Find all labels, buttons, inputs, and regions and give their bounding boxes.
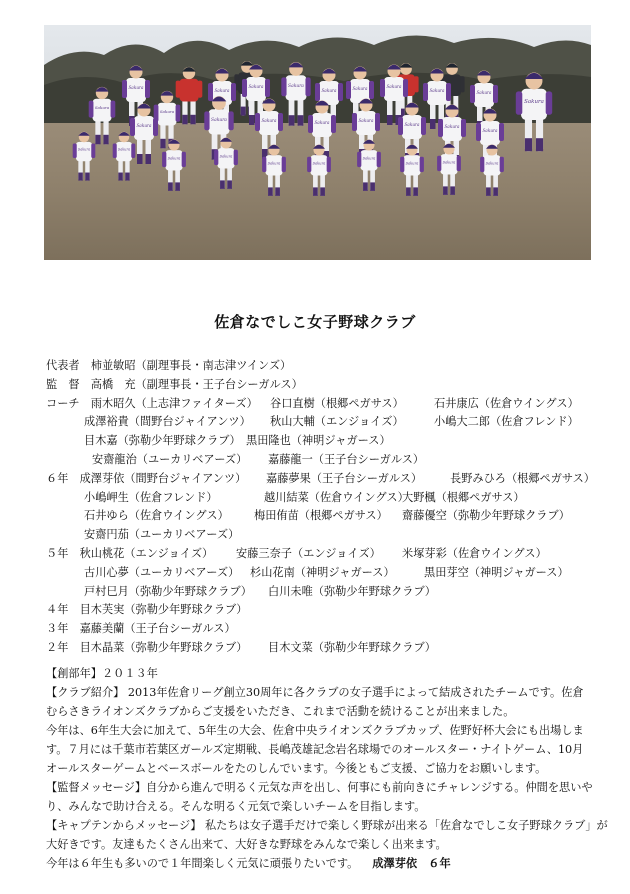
jersey-lettering: Sakura [482, 128, 498, 133]
jersey-lettering: Sakura [159, 109, 175, 115]
roster-entry: 安齋円茄（ユーカリベアーズ） [84, 528, 240, 542]
info-line [46, 854, 606, 873]
jersey-lettering: Sakura [442, 160, 456, 165]
jersey-lettering: Sakura [404, 122, 420, 127]
jersey-lettering: Sakura [358, 118, 374, 123]
info-line [46, 740, 606, 759]
roster-entry: ４年 目木芙実（弥勒少年野球クラブ） [46, 603, 248, 617]
jersey-lettering: Sakura [288, 83, 304, 89]
jersey-lettering: Sakura [117, 147, 131, 152]
info-line [46, 778, 606, 797]
roster-entry: ６年 成澤芽依（間野台ジャイアンツ） [46, 471, 247, 485]
roster-entry: 秋山大輔（エンジョイズ） [270, 415, 404, 429]
jersey-lettering: Sakura [429, 88, 445, 93]
roster-entry: 安藤三奈子（エンジョイズ） [236, 546, 381, 560]
roster-row [46, 355, 616, 374]
jersey-lettering: Sakura [362, 156, 376, 161]
info-line [46, 797, 606, 816]
jersey-lettering: Sakura [352, 86, 368, 91]
roster-entry: 越川結菜（佐倉ウイングス） [264, 490, 409, 504]
info-text: 【監督メッセージ】自分から進んで明るく元気な声を出し、何事にも前向きにチャレンジする。仲間を思いや [46, 781, 593, 794]
roster-row [46, 374, 616, 393]
info-text: 【創部年】２０１３年 [46, 667, 158, 680]
jersey-lettering: Sakura [77, 147, 91, 152]
jersey-lettering: Sakura [314, 120, 330, 125]
info-line [46, 664, 606, 683]
roster-entry: 成澤裕貴（間野台ジャイアンツ） [84, 415, 251, 429]
info-text: 今年は、6年生大会に加えて、5年生の大会、佐倉中央ライオンズクラブカップ、佐野好杯大会にも出場しま [46, 724, 584, 737]
roster-entry: 谷口直樹（根郷ペガサス） [270, 396, 404, 410]
roster-row [46, 524, 616, 543]
page-title: 佐倉なでしこ女子野球クラブ [214, 313, 416, 331]
jersey-lettering: Sakura [136, 123, 152, 128]
info-text: 【クラブ紹介】 2013年佐倉リーグ創立30周年に各クラブの女子選手によって結成されたチームです。佐倉 [46, 686, 584, 699]
info-text: 今年は６年生も多いので１年間楽しく元気に頑張りたいです。 [46, 857, 359, 870]
roster-entry: 梅田侑苗（根郷ペガサス） [254, 509, 388, 523]
info-text: 大好きです。友達もたくさん出来て、大好きな野球をみんなで楽しく出来ます。 [46, 838, 447, 851]
roster-entry: 監 督 高橋 充（副理事長・王子台シーガルス） [46, 377, 303, 391]
roster-entry: ２年 目木晶菜（弥勒少年野球クラブ） [46, 640, 248, 654]
roster-row [46, 505, 616, 524]
info-text: す。７月には千葉市若葉区ガールズ定期戦、長嶋茂雄記念岩名球場でのオールスター・ナイトゲーム、10月 [46, 743, 584, 756]
roster-entry: 安齋龍治（ユーカリベアーズ） [92, 452, 248, 466]
info-text: り、みんなで助け合える。そんな明るく元気で楽しいチームを目指します。 [46, 800, 426, 813]
roster-entry: コーチ 雨木昭久（上志津ファイターズ） [46, 396, 258, 410]
team-photo [44, 25, 591, 260]
roster-row [46, 430, 616, 449]
roster-row [46, 487, 616, 506]
jersey-lettering: Sakura [214, 88, 230, 93]
jersey-lettering: Sakura [405, 161, 419, 166]
info-line [46, 702, 606, 721]
roster-row [46, 581, 616, 600]
roster-entry: 齋藤優空（弥勒少年野球クラブ） [402, 509, 570, 523]
roster-row [46, 449, 616, 468]
jersey-lettering: Sakura [167, 156, 181, 161]
roster-entry: 代表者 柿並敏昭（副理事長・南志津ツインズ） [46, 359, 292, 372]
jersey-lettering: Sakura [219, 154, 233, 159]
info-text: オールスターゲームとベースボールをたのしんでいます。今後ともご支援、ご協力をお願いします。 [46, 762, 547, 775]
jersey-lettering: Sakura [211, 117, 227, 123]
roster-row [46, 637, 616, 656]
roster-entry: 石井康広（佐倉ウイングス） [434, 396, 579, 410]
roster-row [46, 411, 616, 430]
roster-row [46, 468, 616, 487]
roster-entry: 嘉藤龍一（王子台シーガルス） [268, 452, 425, 466]
jersey-lettering: Sakura [128, 85, 144, 90]
roster-entry: 目木嘉（弥勒少年野球クラブ） [84, 434, 241, 448]
roster-row [46, 599, 616, 618]
info-line [46, 835, 606, 854]
jersey-lettering: Sakura [524, 99, 544, 106]
roster [46, 355, 616, 656]
jersey-lettering: Sakura [476, 90, 492, 95]
jersey-lettering: Sakura [485, 161, 499, 166]
info-text: むらさきライオンズクラブからご支援をいただき、これまで活動を続けることが出来ました。 [46, 705, 515, 718]
info-line [46, 759, 606, 778]
roster-entry: 小嶋岬生（佐倉フレンド） [84, 490, 218, 504]
roster-entry: 白川未唯（弥勒少年野球クラブ） [268, 584, 436, 598]
jersey-lettering: Sakura [94, 105, 110, 111]
roster-entry: 古川心夢（ユーカリベアーズ） [84, 565, 240, 579]
roster-entry: 黒田芽空（神明ジャガース） [424, 565, 569, 579]
roster-row [46, 562, 616, 581]
roster-entry: 石井ゆら（佐倉ウイングス） [84, 509, 229, 523]
roster-entry: ５年 秋山桃花（エンジョイズ） [46, 546, 214, 560]
roster-entry: 米塚芽彩（佐倉ウイングス） [402, 546, 547, 560]
jersey-lettering: Sakura [444, 124, 460, 129]
roster-entry: 長野みひろ（根郷ペガサス） [450, 471, 595, 485]
info-line [46, 816, 606, 835]
jersey-lettering: Sakura [386, 84, 402, 89]
roster-row [46, 393, 616, 412]
info-line [46, 683, 606, 702]
roster-entry: 目木文菜（弥勒少年野球クラブ） [268, 640, 436, 654]
roster-entry: 大野楓（根郷ペガサス） [402, 490, 525, 504]
jersey-lettering: Sakura [321, 88, 337, 93]
jersey-lettering: Sakura [312, 161, 326, 166]
captain-signature: 成澤芽依 ６年 [372, 856, 451, 870]
info-line [46, 721, 606, 740]
roster-entry: 小嶋大二郎（佐倉フレンド） [434, 415, 579, 429]
roster-row [46, 618, 616, 637]
roster-row [46, 543, 616, 562]
roster-entry: 黒田隆也（神明ジャガース） [246, 434, 391, 448]
roster-entry: 嘉藤夢果（王子台シーガルス） [266, 471, 423, 485]
jersey-lettering: Sakura [267, 161, 281, 166]
club-info [46, 664, 606, 873]
info-text: 【キャプテンからメッセージ】 私たちは女子選手だけで楽しく野球が出来る「佐倉なでしこ女子野球クラブ」が [46, 819, 608, 832]
jersey-lettering: Sakura [261, 118, 277, 123]
roster-entry: ３年 嘉藤美蘭（王子台シーガルス） [46, 622, 236, 636]
roster-entry: 戸村巳月（弥勒少年野球クラブ） [84, 584, 252, 598]
roster-entry: 杉山花南（神明ジャガース） [250, 565, 395, 579]
jersey-lettering: Sakura [248, 84, 264, 89]
